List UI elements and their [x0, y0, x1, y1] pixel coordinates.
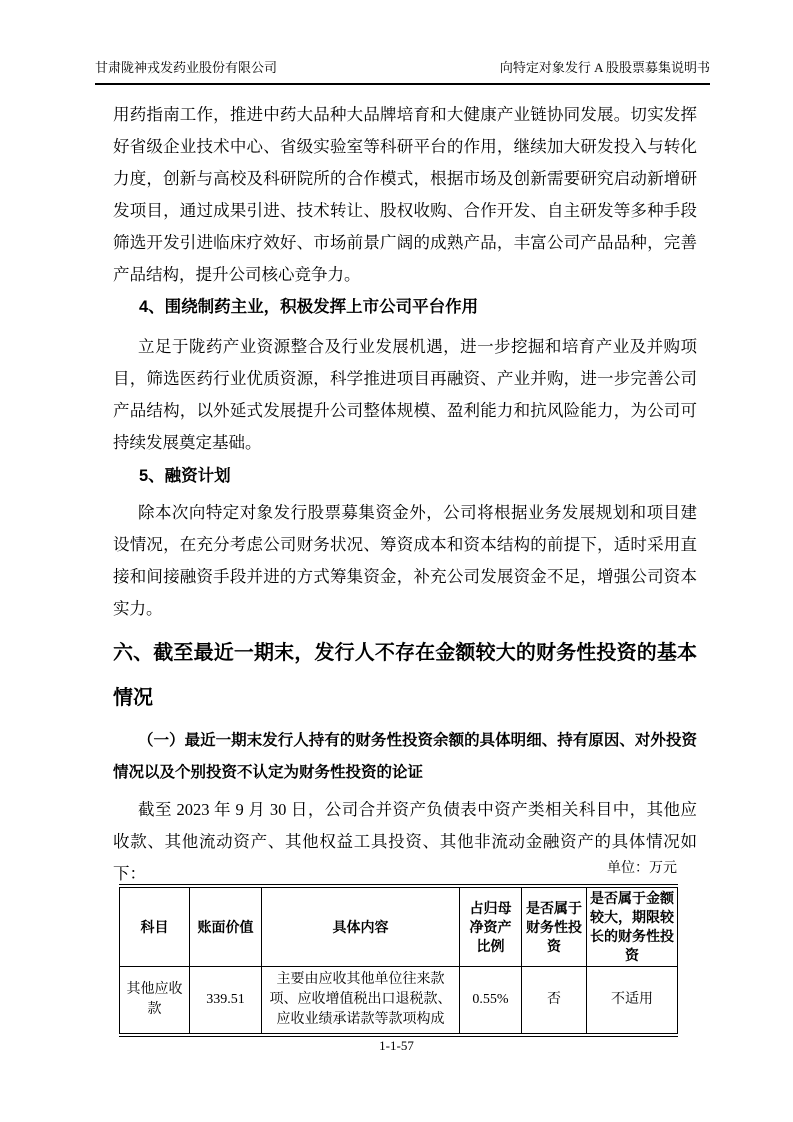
cell-detail: 主要由应收其他单位往来款项、应收增值税出口退税款、应收业绩承诺款等款项构成: [262, 967, 460, 1036]
cell-is-large-long-term: 不适用: [587, 967, 678, 1036]
page-header: [95, 57, 710, 85]
heading-6-sub1: （一）最近一期末发行人持有的财务性投资余额的具体明细、持有原因、对外投资情况以及个别投资不认定为财务性投资的论证: [113, 732, 697, 781]
table-unit-label: 单位：万元: [607, 861, 677, 876]
paragraph-continued: 用药指南工作，推进中药大品种大品牌培育和大健康产业链协同发展。切实发挥好省级企业技术中心、省级实验室等科研平台的作用，继续加大研发投入与转化力度，创新与高校及科研院所的合作模式，根据市场及创新需要研究启动新增研发项目，通过成果引进、技术转让、股权收购、合作开发、自主研发等多种手段筛选开发引进临床疗效好、市场前景广阔的成熟产品，丰富公司产品品种，完善产品结构，提升公司核心竞争力。: [113, 105, 697, 284]
cell-subject: 其他应收款: [120, 967, 190, 1036]
heading-4: 4、围绕制药主业，积极发挥上市公司平台作用: [139, 298, 479, 316]
heading-5: 5、融资计划: [139, 467, 231, 485]
paragraph-section4: 立足于陇药产业资源整合及行业发展机遇，进一步挖掘和培育产业及并购项目，筛选医药行业优质资源，科学推进项目再融资、产业并购，进一步完善公司产品结构，以外延式发展提升公司整体规模、盈利能力和抗风险能力，为公司可持续发展奠定基础。: [113, 337, 697, 452]
col-header-is-financial-investment: 是否属于财务性投资: [522, 886, 587, 967]
heading-6: 六、截至最近一期末，发行人不存在金额较大的财务性投资的基本情况: [113, 642, 697, 709]
cell-is-financial-investment: 否: [522, 967, 587, 1036]
financial-investment-table: [119, 884, 677, 1037]
col-header-detail: 具体内容: [262, 886, 460, 967]
col-header-ratio: 占归母净资产比例: [460, 886, 522, 967]
col-header-book-value: 账面价值: [190, 886, 262, 967]
paragraph-as-of-date: 截至 2023 年 9 月 30 日，公司合并资产负债表中资产类相关科目中，其他应收款、其他流动资产、其他权益工具投资、其他非流动金融资产的具体情况如下：: [113, 800, 697, 883]
paragraph-section5: 除本次向特定对象发行股票募集资金外，公司将根据业务发展规划和项目建设情况，在充分考虑公司财务状况、筹资成本和资本结构的前提下，适时采用直接和间接融资手段并进的方式筹集资金，补充公司发展资金不足，增强公司资本实力。: [113, 503, 697, 618]
cell-book-value: 339.51: [190, 967, 262, 1036]
col-header-is-large-long-term: 是否属于金额较大，期限较长的财务性投资: [587, 886, 678, 967]
table-row: [120, 967, 678, 1036]
header-doc-title: 向特定对象发行 A 股股票募集说明书: [499, 60, 710, 75]
header-company-name: 甘肃陇神戎发药业股份有限公司: [95, 60, 278, 75]
col-header-subject: 科目: [120, 886, 190, 967]
page-number: 1-1-57: [379, 1038, 414, 1053]
cell-ratio: 0.55%: [460, 967, 522, 1036]
table-header-row: [120, 886, 678, 967]
